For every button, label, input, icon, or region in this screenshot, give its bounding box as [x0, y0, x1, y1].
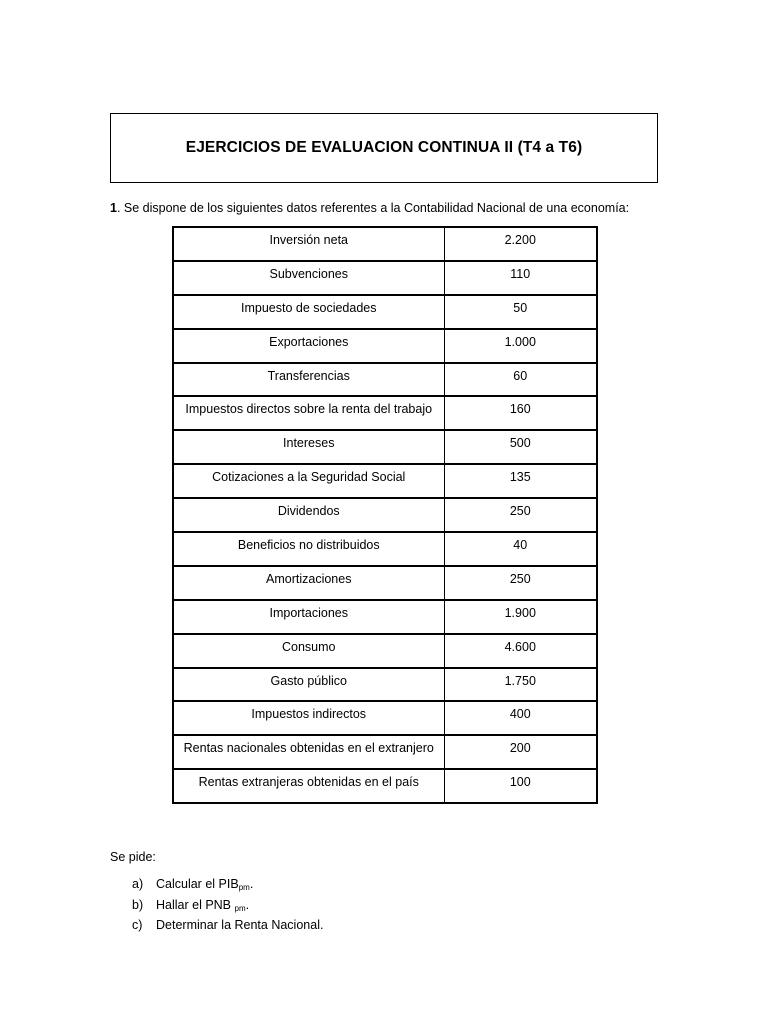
row-label: Amortizaciones: [173, 566, 444, 600]
task-marker: a): [132, 877, 144, 891]
row-label: Rentas extranjeras obtenidas en el país: [173, 769, 444, 803]
table-row: [173, 634, 597, 668]
row-label: Exportaciones: [173, 329, 444, 363]
table-row: [173, 769, 597, 803]
task-text: [156, 917, 323, 934]
row-value: 100: [444, 769, 597, 803]
row-label: Impuestos directos sobre la renta del trabajo: [173, 396, 444, 430]
row-value: 200: [444, 735, 597, 769]
row-label: Rentas nacionales obtenidas en el extranjero: [173, 735, 444, 769]
row-label: Cotizaciones a la Seguridad Social: [173, 464, 444, 498]
exercise-intro: [110, 200, 670, 216]
row-label: Consumo: [173, 634, 444, 668]
task-subscript: pm: [238, 883, 250, 892]
row-value: 110: [444, 261, 597, 295]
table-row: [173, 261, 597, 295]
table-row: [173, 329, 597, 363]
task-text-main: Determinar la Renta Nacional.: [156, 918, 324, 932]
row-value: 2.200: [444, 227, 597, 261]
task-subscript: pm: [234, 903, 246, 913]
row-value: 1.000: [444, 329, 597, 363]
row-value: 250: [444, 566, 597, 600]
task-text-end: .: [249, 877, 254, 891]
exercise-intro-text: . Se dispone de los siguientes datos referentes a la Contabilidad Nacional de una economía:: [116, 201, 630, 215]
row-value: 1.750: [444, 668, 597, 702]
exercise-number: 1: [110, 201, 117, 215]
page-title: EJERCICIOS DE EVALUACION CONTINUA II (T4 a T6): [185, 139, 583, 156]
task-text-end: .: [245, 897, 250, 912]
row-label: Impuesto de sociedades: [173, 295, 444, 329]
row-label: Inversión neta: [173, 227, 444, 261]
task-marker: b): [132, 897, 144, 912]
row-value: 160: [444, 396, 597, 430]
table-row: [173, 600, 597, 634]
table-row: [173, 227, 597, 261]
task-item: [132, 876, 323, 897]
task-text-main: Calcular el PIB: [156, 877, 239, 891]
task-item: [132, 917, 323, 934]
row-label: Dividendos: [173, 498, 444, 532]
row-value: 50: [444, 295, 597, 329]
table-row: [173, 295, 597, 329]
table-row: [173, 396, 597, 430]
row-value: 1.900: [444, 600, 597, 634]
row-label: Gasto público: [173, 668, 444, 702]
table-row: [173, 735, 597, 769]
table-row: [173, 532, 597, 566]
task-item: [132, 897, 323, 918]
table-row: [173, 430, 597, 464]
task-marker: c): [132, 918, 143, 932]
row-value: 40: [444, 532, 597, 566]
task-text: [156, 876, 253, 897]
task-text-main: Hallar el PNB: [156, 897, 235, 912]
row-value: 60: [444, 363, 597, 397]
table-row: [173, 566, 597, 600]
table-row: [173, 498, 597, 532]
table-row: [173, 701, 597, 735]
row-value: 500: [444, 430, 597, 464]
row-value: 400: [444, 701, 597, 735]
row-value: 250: [444, 498, 597, 532]
row-label: Impuestos indirectos: [173, 701, 444, 735]
se-pide-label: Se pide:: [110, 850, 156, 864]
row-label: Intereses: [173, 430, 444, 464]
row-label: Beneficios no distribuidos: [173, 532, 444, 566]
table-row: [173, 363, 597, 397]
task-list: [132, 876, 323, 934]
row-label: Subvenciones: [173, 261, 444, 295]
row-value: 4.600: [444, 634, 597, 668]
table-row: [173, 668, 597, 702]
row-label: Importaciones: [173, 600, 444, 634]
row-label: Transferencias: [173, 363, 444, 397]
table-row: [173, 464, 597, 498]
data-table: [172, 226, 598, 804]
title-box: [110, 113, 658, 183]
row-value: 135: [444, 464, 597, 498]
task-text: [156, 897, 249, 918]
